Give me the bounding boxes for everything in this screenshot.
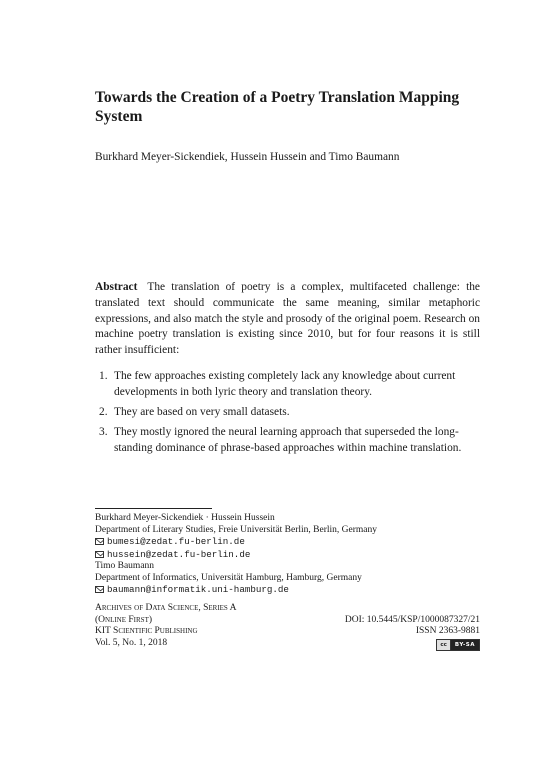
list-item-number: 2. — [99, 406, 108, 419]
list-item-text: They mostly ignored the neural learning approach that superseded the long-standing dominance of phrase-based approaches within machine translation. — [114, 426, 462, 455]
affiliation-dept: Department of Informatics, Universität Hamburg, Hamburg, Germany — [95, 572, 362, 583]
abstract-label: Abstract — [95, 281, 138, 293]
affiliation-block — [95, 561, 480, 597]
list-item-text: The few approaches existing completely lack any knowledge about current developments in both lyric theory and translation theory. — [114, 370, 456, 398]
journal-issn: ISSN 2363-9881 — [415, 626, 480, 636]
reasons-list — [95, 369, 480, 461]
affiliation-names: Burkhard Meyer-Sickendiek · Hussein Hussein — [95, 513, 275, 523]
list-item — [95, 425, 480, 457]
email-link[interactable]: baumann@informatik.uni-hamburg.de — [107, 584, 289, 595]
list-item-text: They are based on very small datasets. — [114, 406, 290, 419]
by-sa-icon: BY-SA — [451, 640, 479, 650]
list-item — [95, 369, 480, 401]
email-link[interactable]: bumesi@zedat.fu-berlin.de — [107, 536, 245, 547]
envelope-icon — [95, 551, 104, 558]
list-item — [95, 405, 480, 421]
list-item-number: 1. — [99, 370, 108, 382]
journal-name: Archives of Data Science, Series A — [95, 603, 237, 613]
abstract-text: The translation of poetry is a complex, multifaceted challenge: the translated text should communicate the same meaning, similar metaphoric expressions, and also match the style and prosody of the original poem. Research on machine poetry translation is existing since 2010, but for four reasons it is still rather insufficient: — [95, 281, 480, 357]
footnote-rule — [95, 508, 212, 509]
author-list: Burkhard Meyer-Sickendiek, Hussein Hussein and Timo Baumann — [95, 151, 400, 163]
affiliation-names: Timo Baumann — [95, 561, 155, 571]
journal-doi[interactable]: DOI: 10.5445/KSP/1000087327/21 — [344, 614, 480, 625]
affiliation-block — [95, 513, 480, 561]
journal-info — [95, 603, 480, 651]
journal-volume: Vol. 5, No. 1, 2018 — [95, 637, 168, 648]
abstract — [95, 280, 480, 359]
journal-publisher: KIT Scientific Publishing — [95, 626, 198, 636]
affiliation-dept: Department of Literary Studies, Freie Universität Berlin, Berlin, Germany — [95, 524, 378, 535]
envelope-icon — [95, 586, 104, 593]
email-link[interactable]: hussein@zedat.fu-berlin.de — [107, 548, 251, 560]
cc-license-badge[interactable] — [436, 639, 480, 651]
paper-title: Towards the Creation of a Poetry Translation Mapping System — [95, 89, 460, 125]
envelope-icon — [95, 538, 104, 545]
list-item-number: 3. — [99, 426, 108, 439]
cc-icon: cc — [437, 640, 451, 650]
journal-edition: (Online First) — [95, 614, 153, 625]
